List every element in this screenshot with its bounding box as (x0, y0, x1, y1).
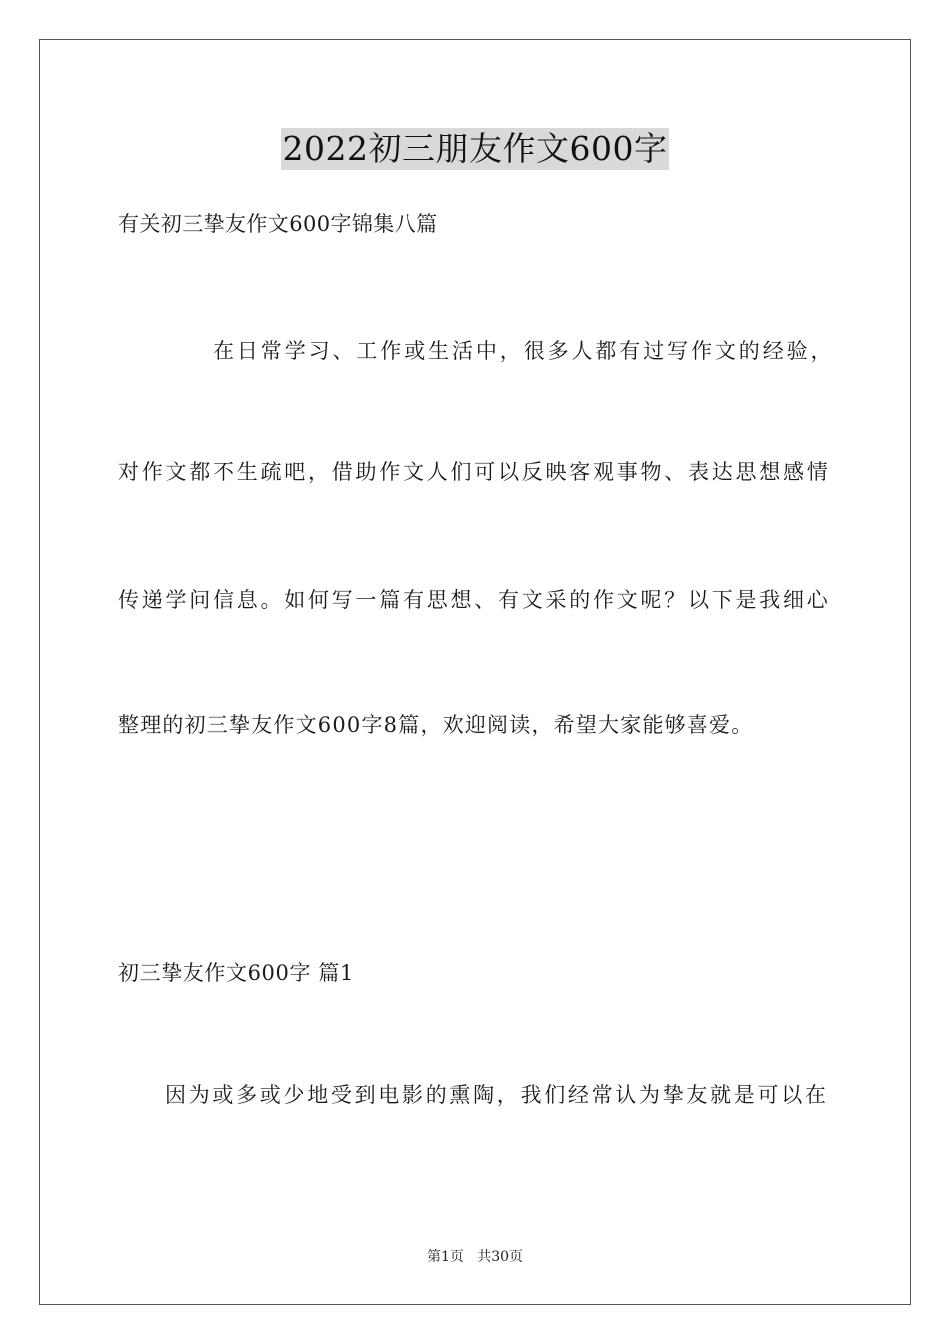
intro-paragraph-line-1: 在日常学习、工作或生活中，很多人都有过写作文的经验， (213, 339, 835, 363)
document-title: 2022初三朋友作文600字 (282, 129, 668, 168)
intro-paragraph-line-2: 对作文都不生疏吧，借助作文人们可以反映客观事物、表达思想感情 (118, 460, 831, 484)
page-footer: 第1页 共30页 (426, 1249, 524, 1265)
section-paragraph-line-1: 因为或多或少地受到电影的熏陶，我们经常认为挚友就是可以在 (165, 1083, 829, 1107)
title-container (0, 128, 950, 170)
document-subtitle: 有关初三挚友作文600字锦集八篇 (118, 212, 438, 236)
section-heading: 初三挚友作文600字 篇1 (118, 961, 354, 985)
intro-paragraph-line-4: 整理的初三挚友作文600字8篇，欢迎阅读，希望大家能够喜爱。 (118, 713, 754, 737)
intro-paragraph-line-3: 传递学问信息。如何写一篇有思想、有文采的作文呢？以下是我细心 (118, 588, 831, 612)
